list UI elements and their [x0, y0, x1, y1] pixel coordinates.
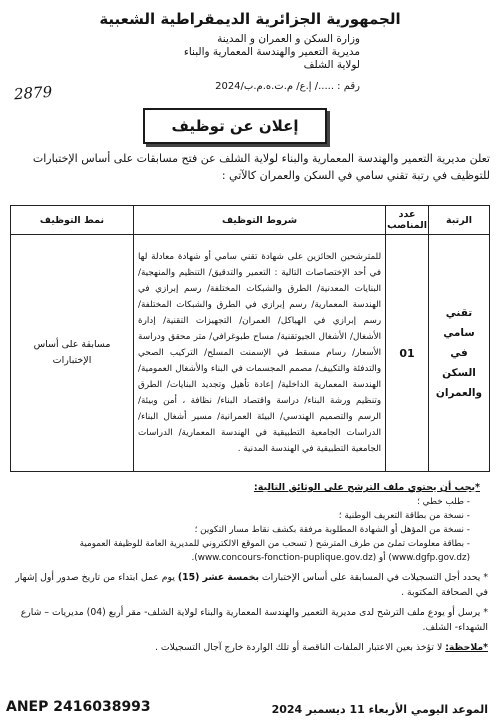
documents-title: *يجب أن يحتوي ملف الترشح على الوثائق التالية:	[253, 482, 480, 493]
documents-section	[10, 481, 480, 565]
header-mode: نمط التوظيف	[11, 206, 134, 235]
recruitment-table	[10, 205, 490, 472]
list-item: - نسخة من بطاقة التعريف الوطنية ؛	[10, 509, 470, 523]
issuer-block	[0, 33, 360, 72]
publication-footer: الموعد اليومي الأربعاء 11 ديسمبر 2024	[271, 703, 488, 716]
rank-cell: تقني سامي في السكن والعمران	[429, 235, 490, 472]
header-count: عدد المناصب	[386, 206, 429, 235]
list-item: - بطاقة معلومات تملئ من طرف المترشح ( تسحب من الموقع الالكتروني للمديرية العامة للوظيفة العمومية (www.dgfp.gov.dz) أو (www.concours-fonction-puplique.gov.dz).	[10, 537, 470, 565]
republic-header: الجمهورية الجزائرية الديمقراطية الشعبية	[99, 10, 401, 28]
wilaya-line: لولاية الشلف	[303, 59, 360, 71]
remark-label: *ملاحظة:	[445, 642, 488, 653]
deadline-days: بخمسة عشر (15)	[177, 572, 259, 583]
table-row	[11, 235, 490, 472]
reference-line: رقم : ...../ إ.ع/ م.ت.ه.م.ب/2024	[215, 81, 360, 92]
announcement-title: إعلان عن توظيف	[143, 108, 327, 144]
ministry-line: وزارة السكن و العمران و المدينة	[217, 33, 360, 45]
conditions-cell: للمترشحين الحائزين على شهادة تقني سامي أو شهادة معادلة لها في أحد الإختصاصات التالية : التعمير والتدقيق/ التنظيم والمنهجية/ البنايات المعدنية/ الطرق والشبكات المختلفة/ رسم إبرازي في الهندسة المعمارية/ رسم إبرازي في الطرق والشبكات المختلفة/ رسم إبرازي في الهياكل/ العمران/ التجهيزات التقنية/ إدارة الأشغال/ الأشغال الجيوتقنية/ مساح طبوغرافي/ متر محقق ودراسة الأسعار/ رسام مسقط في الإسمنت المسلح/ التركيب الصحي والتدفئة والتكييف/ مصمم المجسمات في البناء والأشغال العمومية/ الهندسة المعمارية الداخلية/ إعادة تأهيل وتجديد البنايات/ الطرق وتنظيم ورشة البناء/ دراسة واقتصاد البناء/ نظافة ، أمن وبيئة/ الرسم والتصميم الهندسي/ البيئة العمرانية/ مسير أشغال البناء/ الدراسات الجامعية التطبيقية في الهندسة المعمارية/ الدراسات الجامعية التطبيقية في الهندسة المدنية .	[134, 235, 386, 472]
reference-number-handwritten: 2879	[13, 82, 53, 104]
documents-list	[10, 495, 480, 565]
intro-paragraph: تعلن مديرية التعمير والهندسة المعمارية والبناء لولاية الشلف عن فتح مسابقات على أساس الإختبارات للتوظيف في رتبة تقني سامي في السكن والعمران كالآتي :	[32, 152, 490, 182]
notes-section	[10, 570, 488, 660]
header-conditions: شروط التوظيف	[134, 206, 386, 235]
deadline-note: * يحدد أجل التسجيلات في المسابقة على أساس الإختبارات بخمسة عشر (15) يوم عمل ابتداء من تاريخ صدور أول إشهار في الصحافة المكتوبة .	[15, 572, 488, 598]
directorate-line: مديرية التعمير والهندسة المعمارية والبناء	[183, 46, 360, 58]
header-rank: الرتبة	[429, 206, 490, 235]
table-header-row	[11, 206, 490, 235]
count-cell: 01	[386, 235, 429, 472]
deposit-note: * يرسل أو يودع ملف الترشح لدى مديرية التعمير والهندسة المعمارية والبناء لولاية الشلف- مقر أربع (04) مديريات – شارع الشهداء- الشلف.	[20, 607, 488, 633]
list-item: - نسخة من المؤهل أو الشهادة المطلوبة مرفقة بكشف نقاط مسار التكوين ؛	[10, 523, 470, 537]
anep-code: ANEP 2416038993	[6, 699, 151, 715]
remark-note: *ملاحظة: لا تؤخذ بعين الاعتبار الملفات الناقصة أو تلك الواردة خارج آجال التسجيلات .	[155, 642, 488, 653]
mode-cell: مسابقة على أساس الإختبارات	[11, 235, 134, 472]
list-item: - طلب خطي ؛	[10, 495, 470, 509]
